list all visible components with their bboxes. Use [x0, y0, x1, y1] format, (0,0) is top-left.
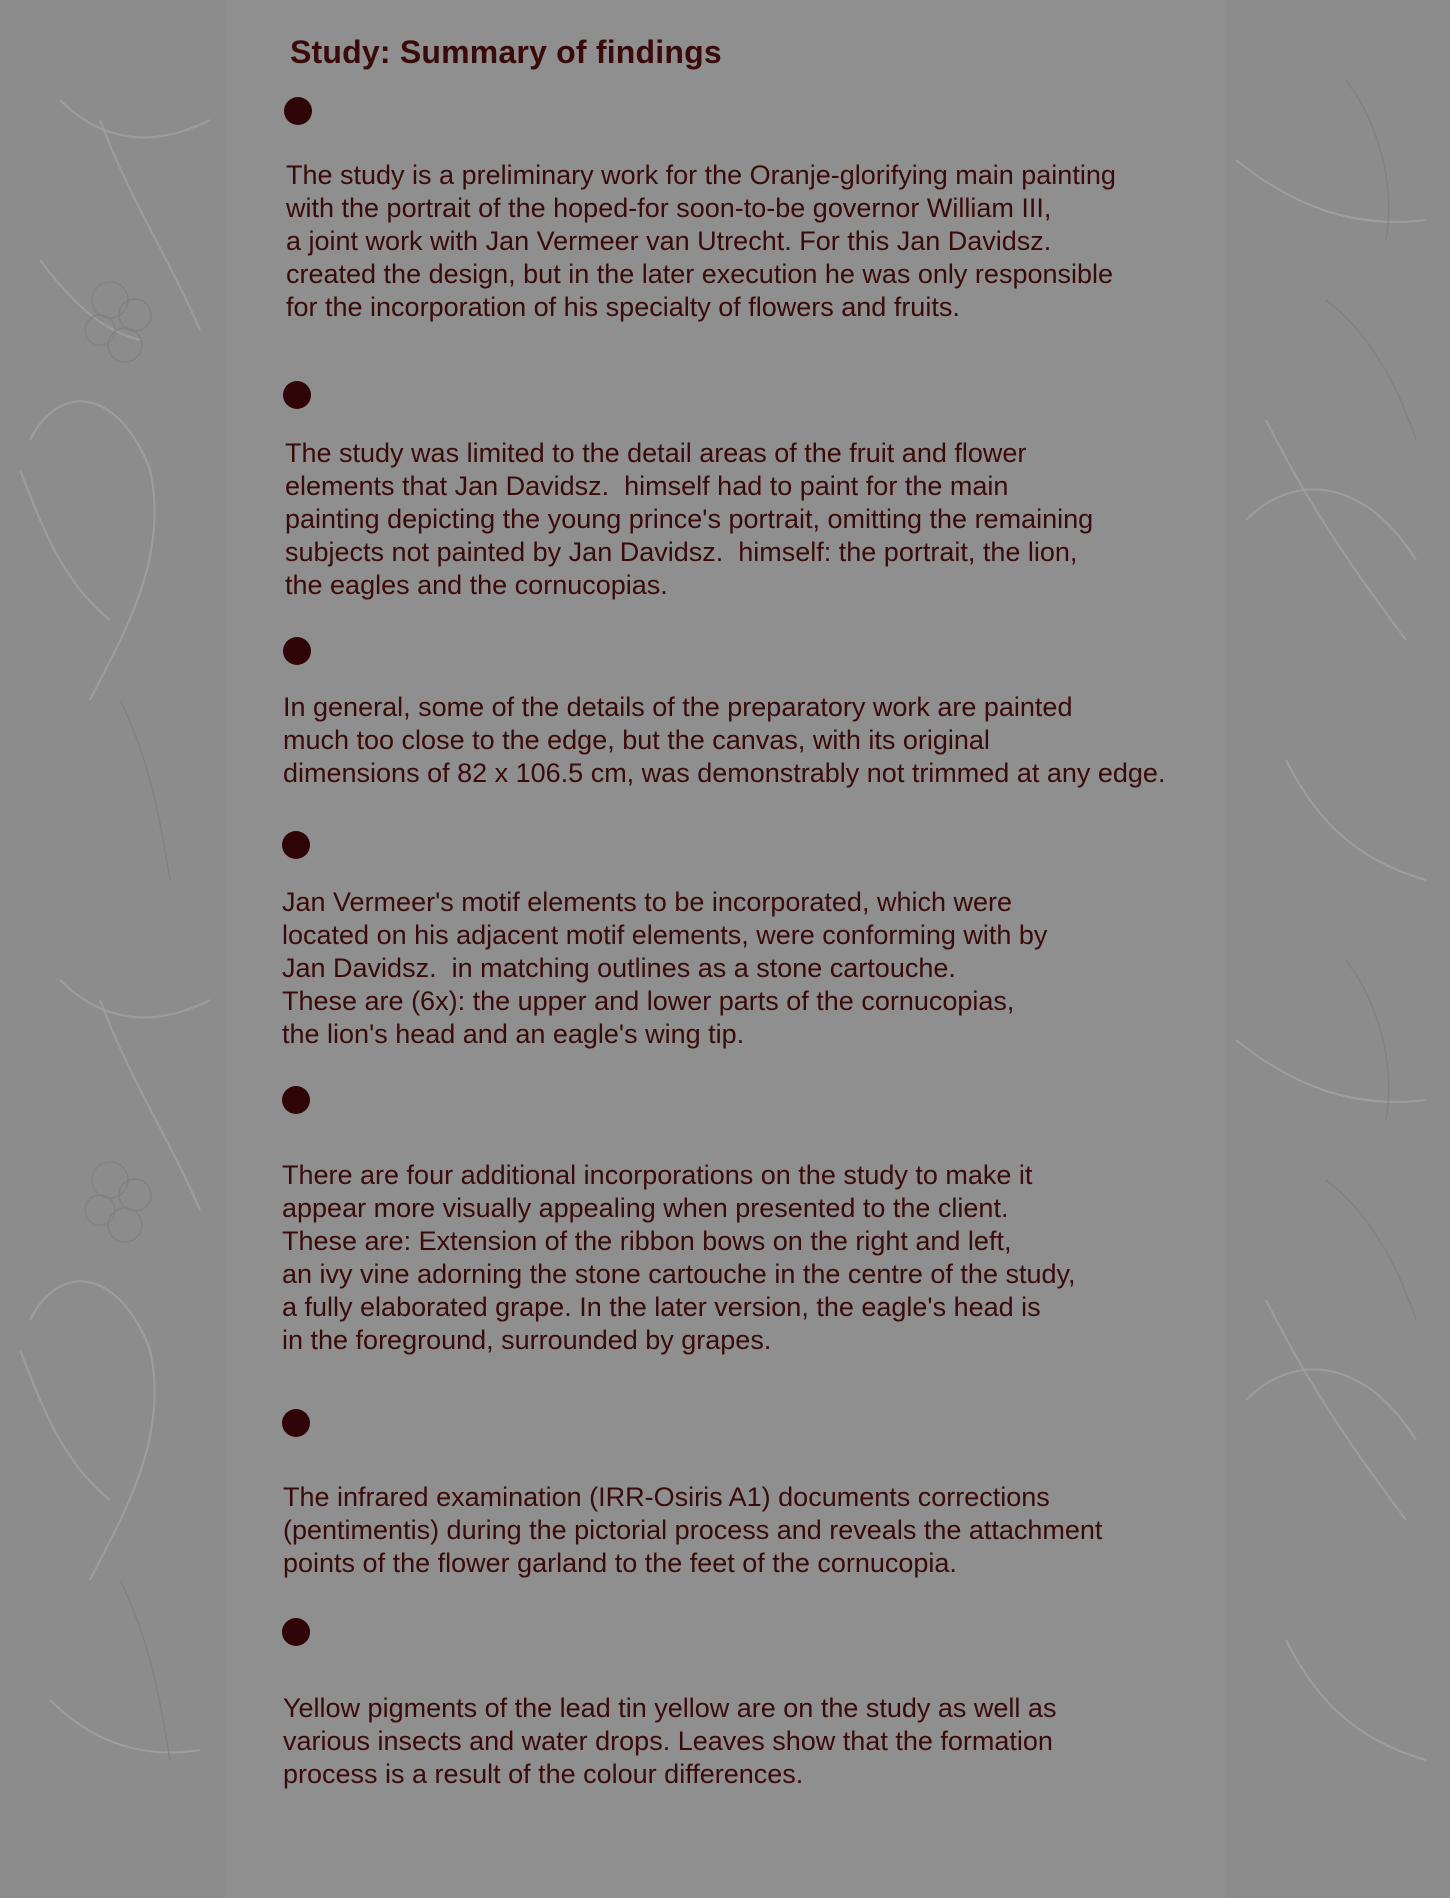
content-column [226, 0, 1226, 1898]
finding-text: The study was limited to the detail areas of the fruit and flower elements that Jan Davidsz. himself had to paint for the main painting depicting the young prince's portrait, omitting the remaining subjects not painted by Jan Davidsz. himself: the portrait, the lion, the eagles and the cornucopias. [285, 438, 1094, 600]
finding-text: Jan Vermeer's motif elements to be incorporated, which were located on his adjacent motif elements, were conforming with by Jan Davidsz. in matching outlines as a stone cartouche. These are (6x): the upper and lower parts of the cornucopias, the lion's head and an eagle's wing tip. [282, 887, 1048, 1049]
finding-text: Yellow pigments of the lead tin yellow are on the study as well as various insects and water drops. Leaves show that the formation process is a result of the colour differences. [283, 1693, 1057, 1789]
bullet-icon [282, 1086, 310, 1114]
bullet-icon [282, 1409, 310, 1437]
bullet-icon [282, 831, 310, 859]
finding-text: In general, some of the details of the preparatory work are painted much too close to the edge, but the canvas, with its original dimensions of 82 x 106.5 cm, was demonstrably not trimmed at any edge. [283, 692, 1166, 788]
left-embossed-decoration [0, 0, 226, 1898]
bullet-icon [284, 97, 312, 125]
finding-text: The study is a preliminary work for the Oranje-glorifying main painting with the portrait of the hoped-for soon-to-be governor William III, a joint work with Jan Vermeer van Utrecht. For this Jan Davidsz. created the design, but in the later execution he was only responsible for the incorporation of his specialty of flowers and fruits. [286, 160, 1116, 322]
right-embossed-decoration [1226, 0, 1450, 1898]
bullet-icon [283, 637, 311, 665]
finding-text: The infrared examination (IRR-Osiris A1) documents corrections (pentimentis) during the pictorial process and reveals the attachment points of the flower garland to the feet of the cornucopia. [283, 1482, 1103, 1578]
bullet-icon [282, 1618, 310, 1646]
finding-text: There are four additional incorporations on the study to make it appear more visually appealing when presented to the client. These are: Extension of the ribbon bows on the right and left, an ivy vine adorning the stone cartouche in the centre of the study, a fully elaborated grape. In the later version, the eagle's head is in the foreground, surrounded by grapes. [282, 1160, 1076, 1355]
bullet-icon [283, 381, 311, 409]
page-title: Study: Summary of findings [290, 34, 722, 70]
